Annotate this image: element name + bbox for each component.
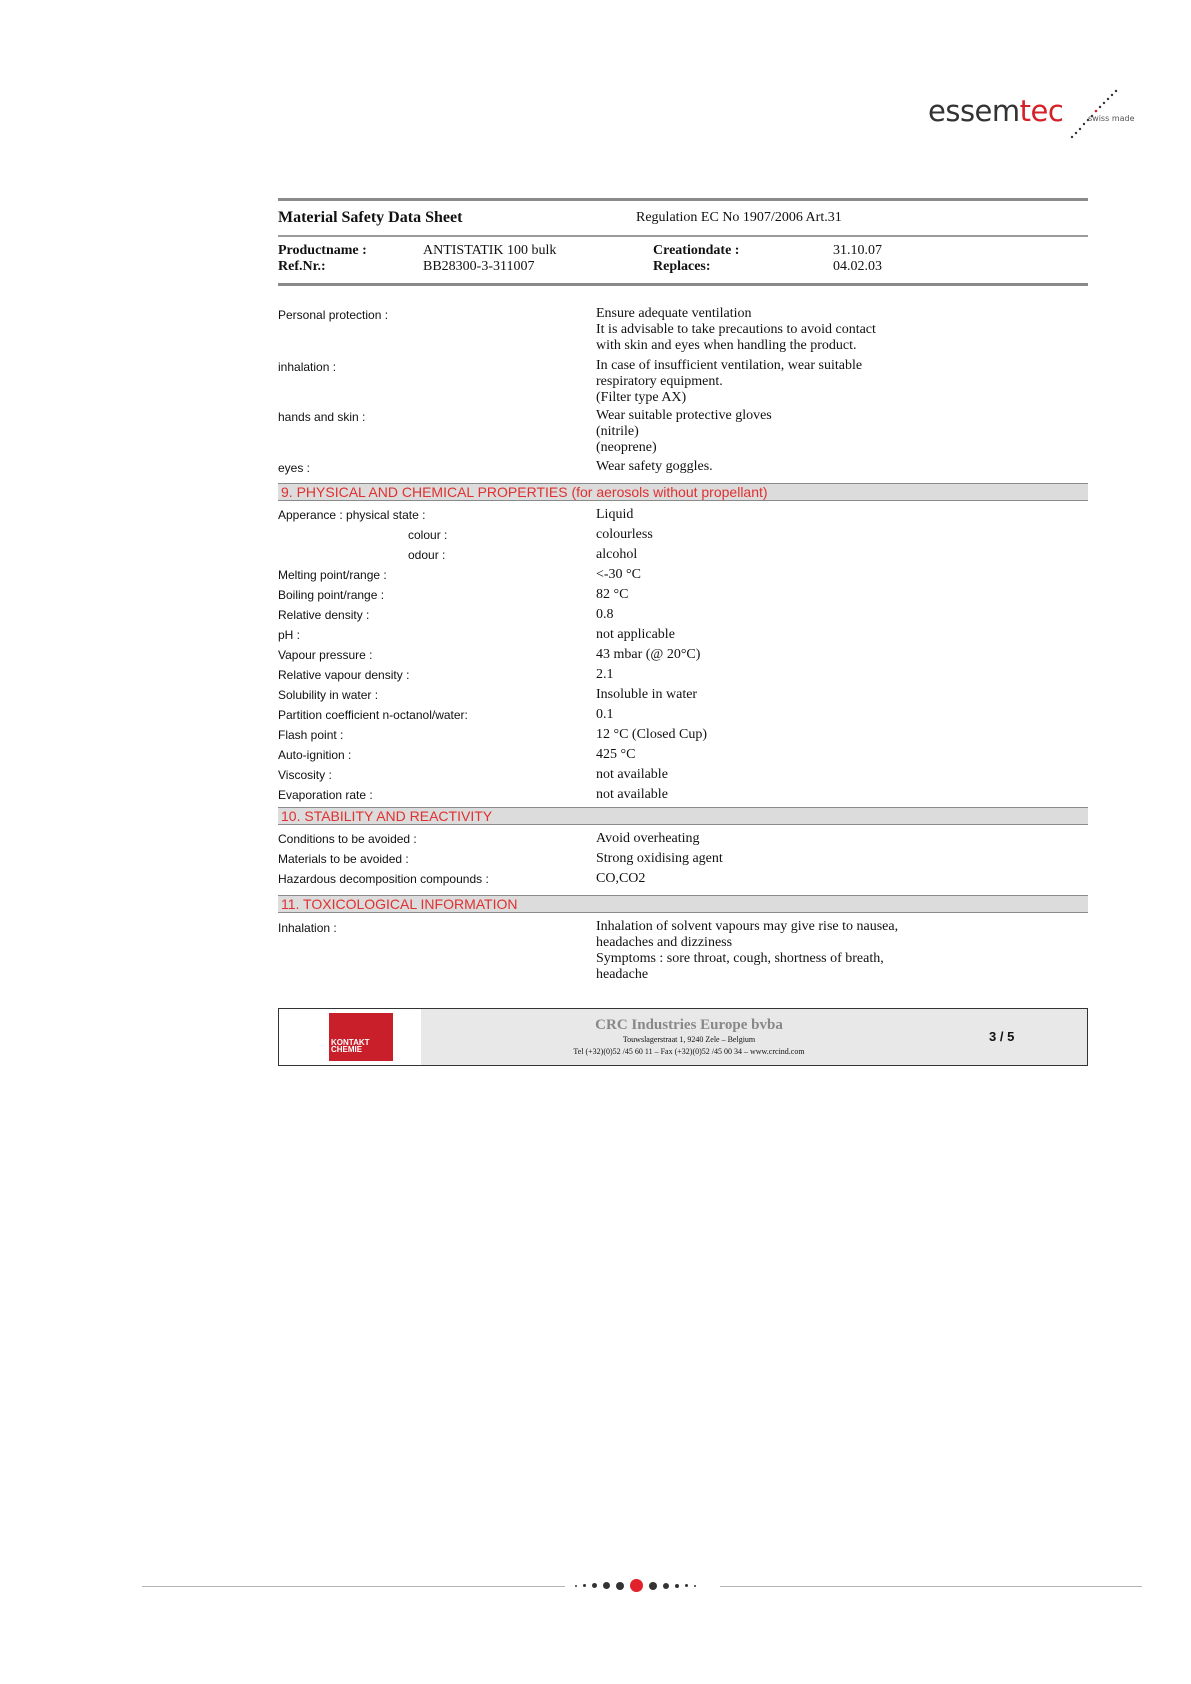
refnr-label: Ref.Nr.:: [278, 259, 326, 274]
property-label: Relative vapour density :: [278, 668, 410, 682]
section-9-title: 9. PHYSICAL AND CHEMICAL PROPERTIES (for aerosols without propellant): [278, 483, 1088, 501]
footer-contact: Tel (+32)(0)52 /45 60 11 – Fax (+32)(0)52 /45 00 34 – www.crcind.com: [573, 1047, 805, 1056]
property-label: Viscosity :: [278, 768, 332, 782]
property-value: not applicable: [596, 627, 675, 642]
property-row: [278, 725, 1088, 745]
footer-company: CRC Industries Europe bvba: [595, 1017, 783, 1033]
indicator-dot: [694, 1585, 696, 1587]
productname: ANTISTATIK 100 bulk: [423, 243, 557, 258]
property-value: Insoluble in water: [596, 687, 698, 702]
section-9-properties: [278, 505, 1088, 805]
property-label: pH :: [278, 628, 301, 642]
property-value: <-30 °C: [596, 567, 641, 582]
property-value: 0.1: [596, 707, 614, 722]
indicator-dot: [603, 1582, 610, 1589]
toxicology-line: headache: [596, 967, 649, 982]
replaces-label: Replaces:: [653, 259, 711, 274]
toxicology-label: Inhalation :: [278, 921, 337, 935]
property-row: [278, 869, 1088, 889]
property-row: [278, 785, 1088, 805]
property-label: Solubility in water :: [278, 688, 379, 702]
property-row: [278, 585, 1088, 605]
section-10-properties: [278, 829, 1088, 889]
productname-label: Productname :: [278, 243, 367, 258]
toxicology-line: headaches and dizziness: [596, 935, 733, 950]
property-row: [278, 645, 1088, 665]
protection-line: It is advisable to take precautions to avoid contact: [596, 322, 876, 337]
property-row: [278, 545, 1088, 565]
protection-label: inhalation :: [278, 360, 337, 374]
property-row: [278, 685, 1088, 705]
property-value: 425 °C: [596, 747, 636, 762]
property-row: [278, 525, 1088, 545]
toxicology-row: [278, 919, 1088, 983]
sheet-title: Material Safety Data Sheet: [278, 209, 463, 226]
property-value: 0.8: [596, 607, 614, 622]
property-label: Evaporation rate :: [278, 788, 373, 802]
property-label: Apperance : physical state :: [278, 508, 426, 522]
essemtec-logo: [928, 88, 1138, 140]
property-row: [278, 605, 1088, 625]
kontakt-logo-text: KONTAKT: [331, 1038, 370, 1047]
toxicology-line: Inhalation of solvent vapours may give rise to nausea,: [596, 919, 899, 934]
creationdate-label: Creationdate :: [653, 243, 740, 258]
protection-line: respiratory equipment.: [596, 374, 723, 389]
indicator-dot: [592, 1583, 597, 1588]
protection-label: Personal protection :: [278, 308, 389, 322]
protection-line: (nitrile): [596, 424, 639, 439]
property-value: Avoid overheating: [596, 831, 700, 846]
header-bottom-rule: [278, 283, 1088, 286]
property-value: Liquid: [596, 507, 634, 522]
msds-sheet: [278, 198, 1088, 983]
protection-row: [278, 358, 1088, 408]
sheet-header: [278, 201, 1088, 235]
footer-logo-area: [279, 1009, 421, 1065]
property-value: 43 mbar (@ 20°C): [596, 647, 701, 662]
indicator-dot: [675, 1584, 679, 1588]
protection-line: (Filter type AX): [596, 390, 687, 405]
property-label: Flash point :: [278, 728, 344, 742]
protection-row: [278, 459, 1088, 477]
property-value: alcohol: [596, 547, 638, 562]
property-label: Hazardous decomposition compounds :: [278, 872, 489, 886]
indicator-dot: [649, 1582, 657, 1590]
property-value: Strong oxidising agent: [596, 851, 723, 866]
active-indicator-dot: [630, 1579, 643, 1592]
property-label: odour :: [408, 548, 446, 562]
indicator-dot: [663, 1583, 669, 1589]
property-label: Relative density :: [278, 608, 370, 622]
property-row: [278, 765, 1088, 785]
property-value: 12 °C (Closed Cup): [596, 727, 707, 742]
section-11-title: 11. TOXICOLOGICAL INFORMATION: [278, 895, 1088, 913]
regulation: Regulation EC No 1907/2006 Art.31: [636, 210, 842, 225]
property-row: [278, 829, 1088, 849]
protection-line: Ensure adequate ventilation: [596, 306, 752, 321]
bottom-divider-right: [720, 1586, 1142, 1587]
property-row: [278, 705, 1088, 725]
property-label: Conditions to be avoided :: [278, 832, 417, 846]
protection-label: hands and skin :: [278, 410, 366, 424]
property-value: not available: [596, 767, 668, 782]
protection-line: Wear suitable protective gloves: [596, 408, 772, 423]
replaces: 04.02.03: [833, 259, 882, 274]
logo-tagline: swiss made: [1088, 114, 1135, 123]
property-row: [278, 745, 1088, 765]
toxicology-line: Symptoms : sore throat, cough, shortness of breath,: [596, 951, 884, 966]
protection-section: [278, 306, 1088, 477]
property-row: [278, 665, 1088, 685]
property-label: colour :: [408, 528, 448, 542]
sheet-footer: [278, 1008, 1088, 1066]
protection-line: Wear safety goggles.: [596, 459, 713, 474]
property-label: Boiling point/range :: [278, 588, 385, 602]
product-info: [278, 237, 1088, 283]
property-row: [278, 849, 1088, 869]
section-11-info: [278, 919, 1088, 983]
indicator-dot: [583, 1584, 586, 1587]
property-value: 82 °C: [596, 587, 629, 602]
bottom-divider-left: [142, 1586, 565, 1587]
property-row: [278, 625, 1088, 645]
property-label: Melting point/range :: [278, 568, 387, 582]
property-value: not available: [596, 787, 668, 802]
footer-address: Touwslagerstraat 1, 9240 Zele – Belgium: [622, 1035, 756, 1044]
property-label: Materials to be avoided :: [278, 852, 409, 866]
indicator-dot: [575, 1585, 577, 1587]
indicator-dot: [685, 1584, 688, 1587]
protection-row: [278, 306, 1088, 358]
property-label: Vapour pressure :: [278, 648, 373, 662]
protection-row: [278, 408, 1088, 459]
logo-wordmark: essemtec: [928, 94, 1064, 128]
refnr: BB28300-3-311007: [423, 259, 535, 274]
property-value: 2.1: [596, 667, 614, 682]
creationdate: 31.10.07: [833, 243, 882, 258]
property-label: Partition coefficient n-octanol/water:: [278, 708, 468, 722]
kontakt-chemie-logo: [329, 1013, 393, 1061]
protection-line: (neoprene): [596, 440, 657, 455]
section-10-title: 10. STABILITY AND REACTIVITY: [278, 807, 1088, 825]
chemie-logo-text: CHEMIE: [331, 1045, 363, 1054]
indicator-dot: [616, 1582, 624, 1590]
property-row: [278, 505, 1088, 525]
protection-label: eyes :: [278, 461, 311, 475]
property-value: colourless: [596, 527, 653, 542]
page-number: 3 / 5: [989, 1029, 1015, 1044]
protection-line: In case of insufficient ventilation, wear suitable: [596, 358, 863, 373]
page-indicator-dots: [575, 1579, 696, 1592]
property-value: CO,CO2: [596, 871, 646, 886]
protection-line: with skin and eyes when handling the product.: [596, 338, 857, 353]
property-label: Auto-ignition :: [278, 748, 352, 762]
property-row: [278, 565, 1088, 585]
